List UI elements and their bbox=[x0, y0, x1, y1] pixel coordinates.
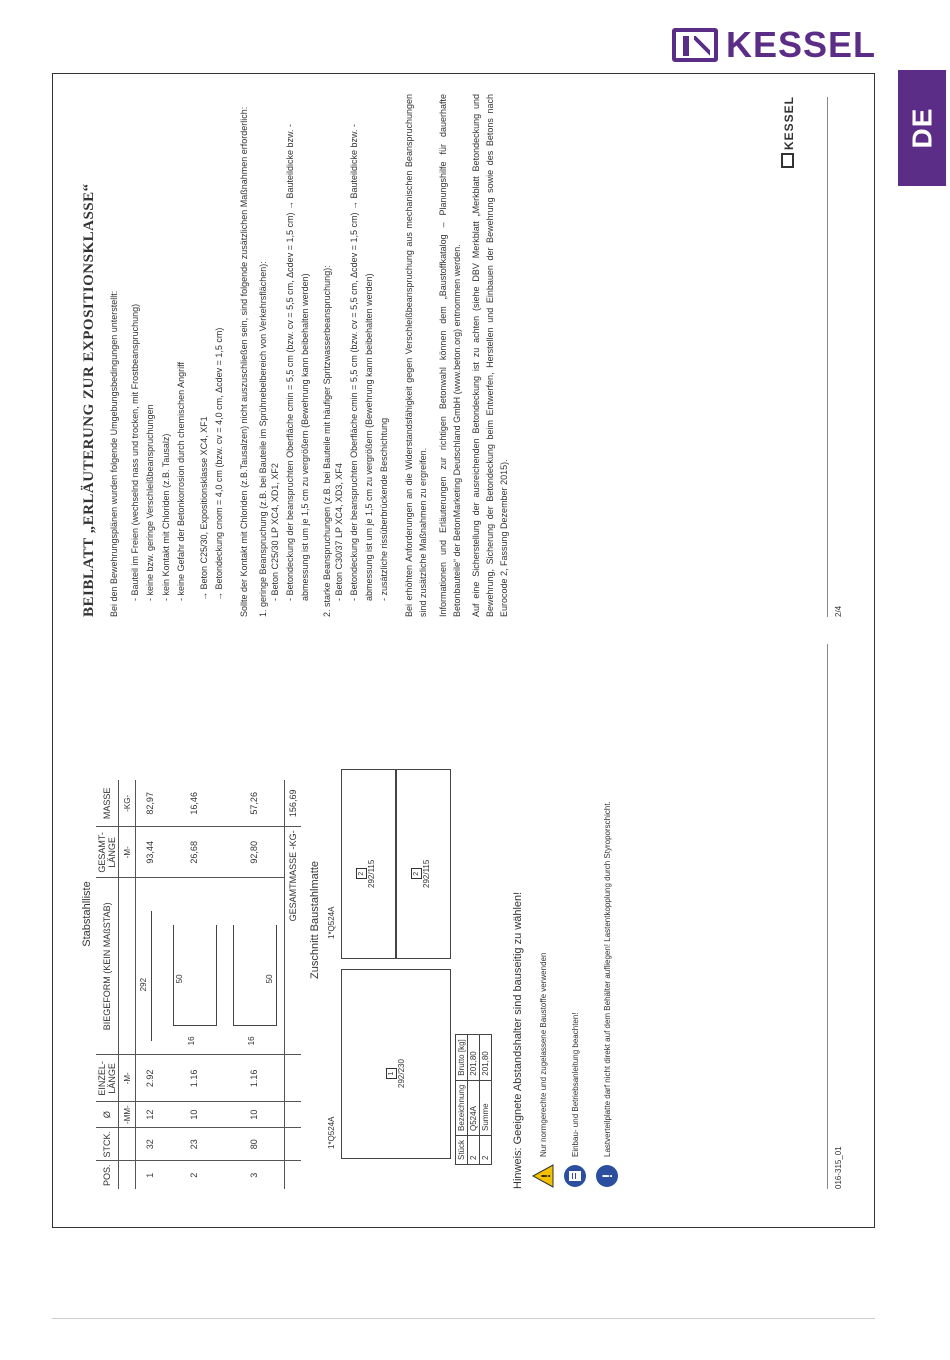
list-item: - Beton C25/30 LP XC4, XD1, XF2 bbox=[268, 94, 283, 601]
list-item: - Bauteil im Freien (wechselnd nass und trocken, mit Frostbeanspruchung) bbox=[128, 94, 143, 601]
length-cell: 1.16 bbox=[164, 1055, 224, 1102]
length-cell: 2.92 bbox=[136, 1055, 165, 1102]
concrete-class-line: → Beton C25/30, Expositionsklasse XC4, XF1 bbox=[199, 416, 210, 601]
unit-cell bbox=[119, 878, 136, 1055]
explanation-title: BEIBLATT „ERLÄUTERUNG ZUR EXPOSITIONSKLASSE“ bbox=[81, 183, 97, 617]
doc-number: 016-315_01 bbox=[834, 1146, 843, 1189]
conditions-list bbox=[128, 94, 189, 617]
explanation-page bbox=[53, 74, 875, 639]
note-info bbox=[594, 663, 620, 1189]
stk-cell: 201,80 bbox=[480, 1035, 492, 1080]
col-pos: POS. bbox=[96, 1161, 119, 1189]
item2-title: 2. starke Beanspruchungen (z.B. bei Bauteile mit häufiger Spritzwasserbeanspruchung): bbox=[321, 265, 332, 617]
note-warning bbox=[530, 663, 556, 1189]
kessel-logo-icon bbox=[672, 28, 718, 62]
col-stck: STCK. bbox=[96, 1127, 119, 1161]
table-row bbox=[224, 780, 285, 1189]
bar-schedule-table bbox=[96, 780, 301, 1189]
svg-text:!: ! bbox=[539, 1174, 553, 1178]
total-mass-label: GESAMTMASSE -KG- bbox=[285, 827, 302, 1055]
rotated-drawing-sheet bbox=[53, 74, 875, 1228]
total-length-cell: 26,68 bbox=[164, 827, 224, 878]
mats-title: Zuschnitt Baustahlmatte bbox=[309, 860, 321, 979]
mini-logo-text: KESSEL bbox=[782, 96, 796, 151]
bar-schedule-page bbox=[53, 639, 875, 1228]
unit-cell bbox=[119, 1161, 136, 1189]
mesh-mat-b-bottom bbox=[396, 769, 451, 959]
list-item: - keine Gefahr der Betonkorrosion durch chemischen Angriff bbox=[174, 94, 189, 601]
info-paragraph: Informationen und Erläuterungen zur richtigen Betonwahl können dem „Baustoffkatalog – Planungshilfe für dauerhafte Betonbauteile“ der BetonMarketing Deutschland GmbH (www.beton.org) entnommen werden. bbox=[437, 94, 462, 617]
col-mass: MASSE bbox=[96, 780, 119, 827]
mat-dimension: 292/230 bbox=[397, 1059, 406, 1088]
bend-shape-cell bbox=[136, 878, 165, 1055]
stck-cell: 23 bbox=[164, 1127, 224, 1161]
bend-shape-cell bbox=[164, 878, 224, 1055]
unit-cell: -M- bbox=[119, 827, 136, 878]
list-item: - zusätzliche rissüberbrückende Beschichtung bbox=[377, 94, 392, 601]
total-length-cell: 93,44 bbox=[136, 827, 165, 878]
chloride-paragraph: Sollte der Kontakt mit Chloriden (z.B.Tausalzen) nicht auszuschließen sein, sind folgende zusätzlichen Maßnahmen erforderlich: bbox=[238, 106, 249, 617]
page-number: 2/4 bbox=[834, 605, 843, 617]
dimension-label: 16 bbox=[247, 1036, 256, 1046]
diameter-cell: 10 bbox=[164, 1102, 224, 1128]
mat-dimension: 292/115 bbox=[367, 859, 376, 888]
language-tab[interactable] bbox=[898, 70, 946, 186]
stk-header: Stück bbox=[456, 1135, 468, 1164]
list-item: - Beton C30/37 LP XC4, XD3, XF4 bbox=[332, 94, 347, 601]
mass-cell: 16,46 bbox=[189, 792, 199, 815]
table-row bbox=[164, 780, 224, 1189]
unit-cell: -M- bbox=[119, 1055, 136, 1102]
stck-cell: 32 bbox=[136, 1127, 165, 1161]
note-text: Lastverteilplatte darf nicht direkt auf dem Behälter aufliegen! Lastentkopplung durch Styroporschicht. bbox=[602, 801, 612, 1157]
table-row bbox=[136, 780, 165, 1189]
right-footer bbox=[827, 97, 843, 617]
wear-paragraph: Bei erhöhten Anforderungen an die Widerstandsfähigkeit gegen Verschleißbeanspruchung aus mechanischen Beanspruchungen sind zusätzliche Maßnahmen zu ergreifen. bbox=[403, 94, 428, 617]
pos-cell: 3 bbox=[224, 1161, 285, 1189]
pos-cell: 1 bbox=[136, 1161, 165, 1189]
stk-cell: 2 bbox=[480, 1135, 492, 1164]
stk-header: Brutto [kg] bbox=[456, 1035, 468, 1080]
left-footer bbox=[827, 644, 843, 1189]
manual-icon bbox=[562, 1163, 588, 1189]
stk-cell: Q524A bbox=[468, 1080, 480, 1135]
warning-icon bbox=[530, 1163, 556, 1189]
mat-position-box: 2 bbox=[411, 868, 422, 879]
mat-position-box: 2 bbox=[356, 868, 367, 879]
straight-bar-shape bbox=[151, 911, 152, 1041]
note-text: Nur normgerechte und zugelassene Baustoffe verwenden bbox=[538, 952, 548, 1157]
stk-cell: 201,80 bbox=[468, 1035, 480, 1080]
mesh-cutting-plan bbox=[327, 759, 502, 1179]
mesh-summary-table bbox=[455, 1034, 492, 1165]
length-cell: 1.16 bbox=[224, 1055, 285, 1102]
concrete-cover-line: → Betondeckung cnom = 4,0 cm (bzw. cv = 4,0 cm, Δcdev = 1,5 cm) bbox=[214, 327, 225, 601]
list-item: - Betondeckung der beanspruchten Oberfläche cmin = 5,5 cm (bzw. cv = 5,5 cm, Δcdev = 1,5 cm) → Bauteildicke bzw. -abmessung ist um je 1,5 cm zu vergrößern (Bewehrung kann beibehalten werden) bbox=[347, 94, 378, 601]
intro-text: Bei den Bewehrungsplänen wurden folgende Umgebungsbedingungen unterstellt: bbox=[109, 290, 119, 617]
dimension-label: 292 bbox=[139, 977, 148, 992]
mat-dimension: 292/115 bbox=[422, 859, 431, 888]
mini-kessel-logo bbox=[781, 96, 796, 168]
unit-cell: -KG- bbox=[119, 780, 136, 827]
cover-paragraph: Auf eine Sicherstellung der ausreichenden Betondeckung ist zu achten (siehe DBV Merkblatt „Merkblatt Betondeckung und Bewehrung, Sicherung der Betondeckung beim Entwerfen, Herstellen und Einbauen der Bewehrung sowie des Betons nach Eurocode 2, Fassung Dezember 2015). bbox=[471, 94, 510, 617]
note-text: Einbau- und Betriebsanleitung beachten! bbox=[570, 1012, 580, 1157]
note-manual bbox=[562, 663, 588, 1189]
stk-cell: 2 bbox=[468, 1135, 480, 1164]
item1-list bbox=[268, 94, 314, 617]
page-bottom-rule bbox=[52, 1318, 875, 1319]
mesh-mat-a bbox=[341, 969, 451, 1159]
diameter-cell: 12 bbox=[136, 1102, 165, 1128]
table-row bbox=[480, 1035, 492, 1165]
kessel-logo-text: KESSEL bbox=[726, 24, 877, 65]
col-bend-shape: BIEGEFORM (KEIN MAßSTAB) bbox=[96, 878, 119, 1055]
mass-cell: 82,97 bbox=[145, 792, 155, 815]
col-single-length: EINZEL-LÄNGE bbox=[96, 1055, 119, 1102]
bend-shape-cell bbox=[224, 878, 285, 1055]
language-label: DE bbox=[906, 107, 937, 149]
table-row bbox=[468, 1035, 480, 1165]
bar-list-title: Stabstahlliste bbox=[81, 881, 93, 947]
info-icon bbox=[594, 1163, 620, 1189]
pos-cell: 2 bbox=[164, 1161, 224, 1189]
kessel-logo bbox=[672, 24, 876, 66]
total-length-cell: 92,80 bbox=[224, 827, 285, 878]
mass-cell: 57,26 bbox=[249, 792, 259, 815]
stck-cell: 80 bbox=[224, 1127, 285, 1161]
spacer-hint: Hinweis: Geeignete Abstandshalter sind bauseitig zu wählen! bbox=[512, 891, 524, 1189]
svg-text:!: ! bbox=[599, 1173, 615, 1179]
dimension-label: 50 bbox=[265, 974, 274, 984]
kessel-mini-icon bbox=[781, 153, 794, 168]
col-diameter: Ø bbox=[96, 1102, 119, 1128]
unit-cell: -MM- bbox=[119, 1102, 136, 1128]
col-total-length: GESAMT-LÄNGE bbox=[96, 827, 119, 878]
mesh-mat-b-top bbox=[341, 769, 396, 959]
mat-title: 1*Q524A bbox=[327, 1116, 336, 1149]
stk-header: Bezeichnung bbox=[456, 1080, 468, 1135]
item2-list bbox=[332, 94, 393, 617]
item1-title: 1. geringe Beanspruchung (z.B. bei Bauteile im Sprühnebelbereich von Verkehrsflächen): bbox=[257, 261, 268, 617]
unit-cell bbox=[119, 1127, 136, 1161]
list-item: - Betondeckung der beanspruchten Oberfläche cmin = 5,5 cm (bzw. cv = 5,5 cm, Δcdev = 1,5 cm) → Bauteildicke bzw. -abmessung ist um je 1,5 cm zu vergrößern (Bewehrung kann beibehalten werden) bbox=[283, 94, 314, 601]
list-item: - kein Kontakt mit Chloriden (z.B. Tausalz) bbox=[159, 94, 174, 601]
list-item: - keine bzw. geringe Verschleißbeanspruchungen bbox=[143, 94, 158, 601]
mat-title: 1*Q524A bbox=[327, 906, 336, 939]
dimension-label: 16 bbox=[187, 1036, 196, 1046]
total-mass-value: 156,69 bbox=[285, 780, 302, 827]
diameter-cell: 10 bbox=[224, 1102, 285, 1128]
stk-cell: Summe bbox=[480, 1080, 492, 1135]
mat-position-box: 1 bbox=[386, 1068, 397, 1079]
dimension-label: 50 bbox=[175, 974, 184, 984]
document-frame bbox=[52, 73, 875, 1228]
